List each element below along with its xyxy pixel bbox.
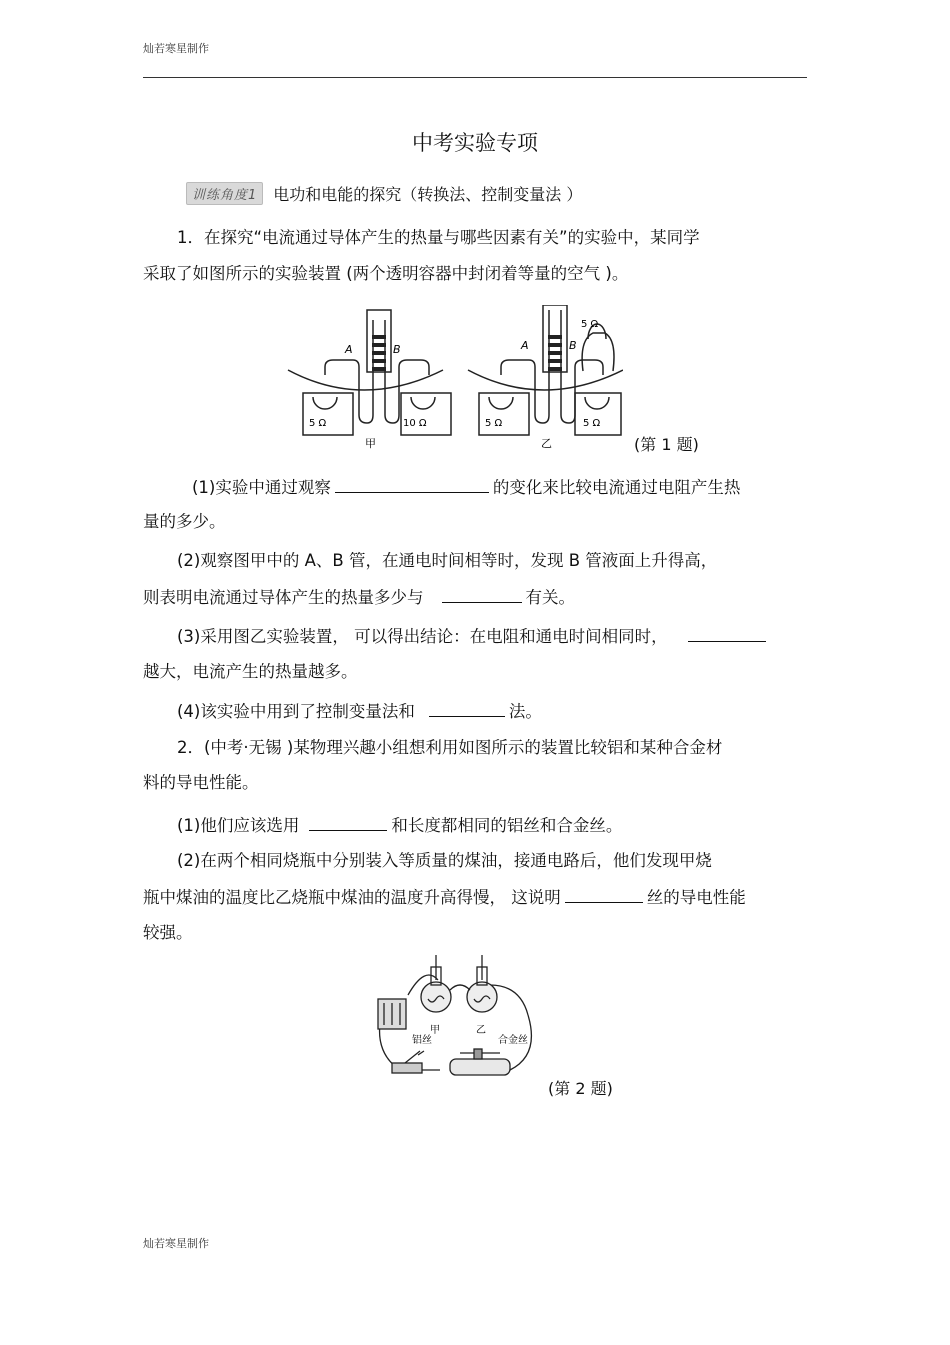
q1-part3-line2: 越大，电流产生的热量越多。 xyxy=(143,662,358,681)
q2-part1: (1)他们应该选用 和长度都相同的铝丝和合金丝。 xyxy=(177,816,623,835)
q2-figure-caption: (第 2 题) xyxy=(548,1079,613,1098)
q1-stem-line2: 采取了如图所示的实验装置 (两个透明容器中封闭着等量的空气 )。 xyxy=(143,264,629,283)
q2-stem-line2: 料的导电性能。 xyxy=(143,773,259,792)
q1-blank-3[interactable] xyxy=(688,625,766,642)
figure-label-jia: 甲 xyxy=(365,437,376,450)
section-title: 电功和电能的探究（转换法、控制变量法 ） xyxy=(273,184,583,204)
apparatus-yi xyxy=(468,305,623,435)
q2-part2-line1: (2)在两个相同烧瓶中分别装入等质量的煤油，接通电路后，他们发现甲烧 xyxy=(177,851,712,870)
section-heading xyxy=(186,180,582,206)
tube-a-label: A xyxy=(345,343,353,356)
q1-blank-1[interactable] xyxy=(335,476,489,493)
training-angle-tag: 训练角度1 xyxy=(186,182,263,205)
q1-figure xyxy=(283,305,623,455)
flask-yi-label: 乙 xyxy=(476,1025,486,1036)
q2-part2-line3: 较强。 xyxy=(143,923,193,942)
aluminum-wire-label: 铝丝 xyxy=(412,1035,432,1046)
q2-figure xyxy=(370,955,545,1085)
q1-part2-line1: (2)观察图甲中的 A、B 管，在通电时间相等时，发现 B 管液面上升得高， xyxy=(177,551,718,570)
resistor-yi-right-label: 5 Ω xyxy=(583,418,601,429)
tube-b-label: B xyxy=(393,343,401,356)
flask-jia-label: 甲 xyxy=(430,1025,440,1036)
apparatus-jia xyxy=(288,310,451,435)
page-title: 中考实验专项 xyxy=(412,131,538,155)
parallel-resistor-label: 5 Ω xyxy=(581,319,599,330)
q1-part4: (4)该实验中用到了控制变量法和 法。 xyxy=(177,702,542,721)
q1-blank-2[interactable] xyxy=(442,586,522,603)
resistor-10-label: 10 Ω xyxy=(403,418,427,429)
q1-part1-line1: (1)实验中通过观察 的变化来比较电流通过电阻产生热 xyxy=(192,478,741,497)
q1-part1-line2: 量的多少。 xyxy=(143,512,226,531)
tube-scale-jia xyxy=(372,335,386,371)
tube-a-label-yi: A xyxy=(521,339,529,352)
q2-blank-1[interactable] xyxy=(309,814,387,831)
resistor-5-label: 5 Ω xyxy=(309,418,327,429)
q1-stem-line1: 1．在探究“电流通过导体产生的热量与哪些因素有关”的实验中，某同学 xyxy=(177,228,700,247)
q1-part3-line1: (3)采用图乙实验装置， 可以得出结论：在电阻和通电时间相同时， xyxy=(177,625,770,648)
flask-yi-icon xyxy=(467,982,497,1012)
resistor-yi-left-label: 5 Ω xyxy=(485,418,503,429)
q2-stem-line1: 2．(中考·无锡 )某物理兴趣小组想利用如图所示的装置比较铝和某种合金材 xyxy=(177,738,723,757)
q1-figure-caption: (第 1 题) xyxy=(634,435,699,454)
q2-part2-line2: 瓶中煤油的温度比乙烧瓶中煤油的温度升高得慢， 这说明 丝的导电性能 xyxy=(143,888,746,907)
tube-b-label-yi: B xyxy=(569,339,577,352)
q1-part2-line2: 则表明电流通过导体产生的热量多少与 有关。 xyxy=(143,588,575,607)
header-rule xyxy=(143,77,807,78)
flask-jia-icon xyxy=(421,982,451,1012)
alloy-wire-label: 合金丝 xyxy=(498,1035,528,1046)
q2-blank-2[interactable] xyxy=(565,886,643,903)
rheostat-icon xyxy=(450,1059,510,1075)
tube-scale-yi xyxy=(548,335,562,371)
q1-blank-4[interactable] xyxy=(429,700,505,717)
page-header: 灿若寒星制作 xyxy=(143,42,209,55)
page-footer: 灿若寒星制作 xyxy=(143,1237,209,1250)
figure-label-yi: 乙 xyxy=(541,437,552,450)
